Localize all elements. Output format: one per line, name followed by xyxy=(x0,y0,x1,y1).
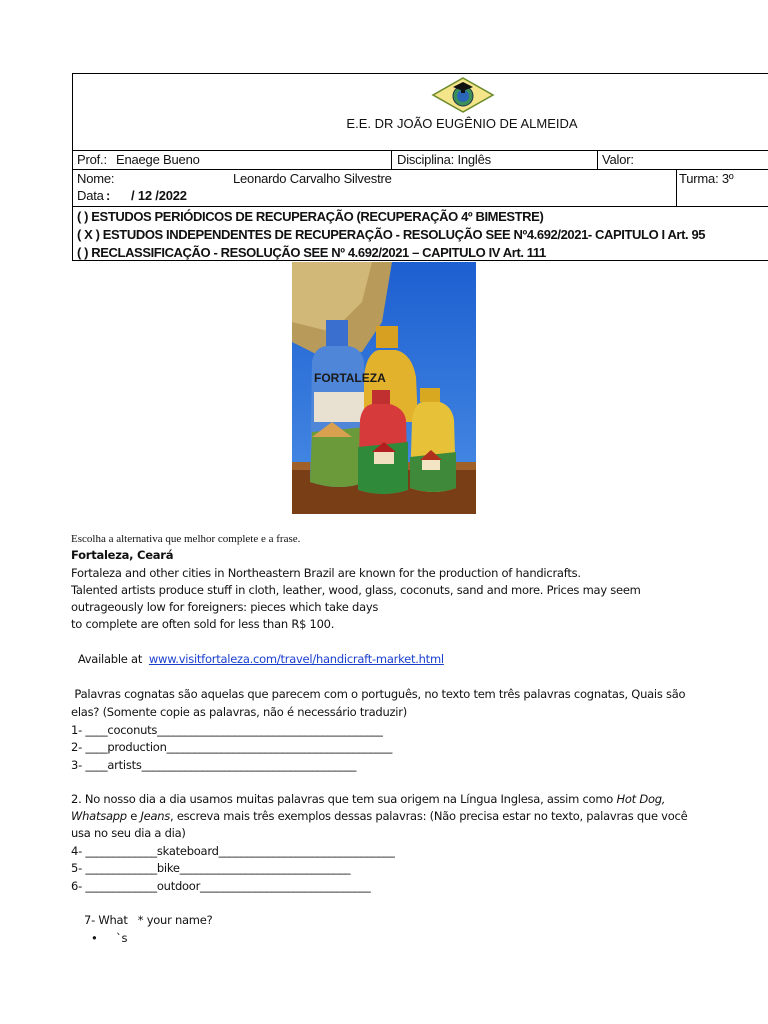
option-independentes: ( X ) ESTUDOS INDEPENDENTES DE RECUPERAÇÃO - RESOLUÇÃO SEE Nº4.692/2021- CAPITULO I Art. 95 xyxy=(77,227,706,242)
q2-answer-5[interactable]: 5- _____________bike_______________________________ xyxy=(71,861,351,875)
q2-prompt-3: usa no seu dia a dia) xyxy=(71,826,186,840)
available-label: Available at xyxy=(77,652,143,666)
q2-answer-4[interactable]: 4- _____________skateboard________________________________ xyxy=(71,844,395,858)
q1-answer-2[interactable]: 2- ____production_________________________________________ xyxy=(71,740,393,754)
q7-option[interactable]: `s xyxy=(116,931,128,945)
header-table xyxy=(72,73,768,261)
q1-answer-3[interactable]: 3- ____artists_______________________________________ xyxy=(71,758,357,772)
instructions: Escolha a alternativa que melhor complete e a frase. xyxy=(71,533,301,545)
valor-field: Valor: xyxy=(602,152,634,167)
prof-label: Prof.: xyxy=(77,152,107,167)
school-name: E.E. DR JOÃO EUGÊNIO DE ALMEIDA xyxy=(346,116,578,131)
q2-prompt-1: 2. No nosso dia a dia usamos muitas palavras que tem sua origem na Língua Inglesa, assim como Hot Dog, xyxy=(71,792,666,806)
passage-line-2: Talented artists produce stuff in cloth, leather, wood, glass, coconuts, sand and more. Prices may seem xyxy=(71,583,641,597)
handicraft-market-link[interactable]: www.visitfortaleza.com/travel/handicraft-market.html xyxy=(148,652,444,666)
q1-prompt-2: elas? (Somente copie as palavras, não é necessário traduzir) xyxy=(71,705,407,719)
passage-line-1: Fortaleza and other cities in Northeastern Brazil are known for the production of handicrafts. xyxy=(71,566,581,580)
data-label: Data xyxy=(77,188,104,203)
available-line xyxy=(71,632,444,668)
nome-label: Nome: xyxy=(77,171,115,186)
prof-row xyxy=(73,150,768,169)
passage-line-3: outrageously low for foreigners: pieces which take days xyxy=(71,600,379,614)
q1-prompt-1: Palavras cognatas são aquelas que parecem com o português, no texto tem três palavras cognatas, Quais são xyxy=(71,687,686,701)
q2-prompt-2: Whatsapp e Jeans, escreva mais três exemplos dessas palavras: (Não precisa estar no texto, palavras que você xyxy=(71,809,688,823)
option-reclassificacao: ( ) RECLASSIFICAÇÃO - RESOLUÇÃO SEE Nº 4.692/2021 – CAPITULO IV Art. 111 xyxy=(77,245,546,260)
prof-name: Enaege Bueno xyxy=(116,152,200,167)
q7-prompt: 7- What * your name? xyxy=(84,913,213,927)
options-row xyxy=(73,206,768,262)
nome-value: Leonardo Carvalho Silvestre xyxy=(233,171,392,186)
data-value: / 12 /2022 xyxy=(131,188,187,203)
sand-bottles-photo xyxy=(292,262,476,514)
nome-row: Nome: Leonardo Carvalho Silvestre Turma: 3º Data : / 12 /2022 xyxy=(73,169,768,205)
option-periodicos: ( ) ESTUDOS PERIÓDICOS DE RECUPERAÇÃO (RECUPERAÇÃO 4º BIMESTRE) xyxy=(77,209,544,224)
passage-title: Fortaleza, Ceará xyxy=(71,548,174,562)
passage-line-4: to complete are often sold for less than R$ 100. xyxy=(71,617,335,631)
bottle-label: FORTALEZA xyxy=(314,371,386,385)
disciplina-field: Disciplina: Inglês xyxy=(397,152,491,167)
school-logo-icon xyxy=(431,76,495,114)
q1-answer-1[interactable]: 1- ____coconuts_________________________________________ xyxy=(71,723,383,737)
turma-field: Turma: 3º xyxy=(679,171,734,186)
q7-bullet: • xyxy=(91,931,98,945)
q2-answer-6[interactable]: 6- _____________outdoor_______________________________ xyxy=(71,879,371,893)
